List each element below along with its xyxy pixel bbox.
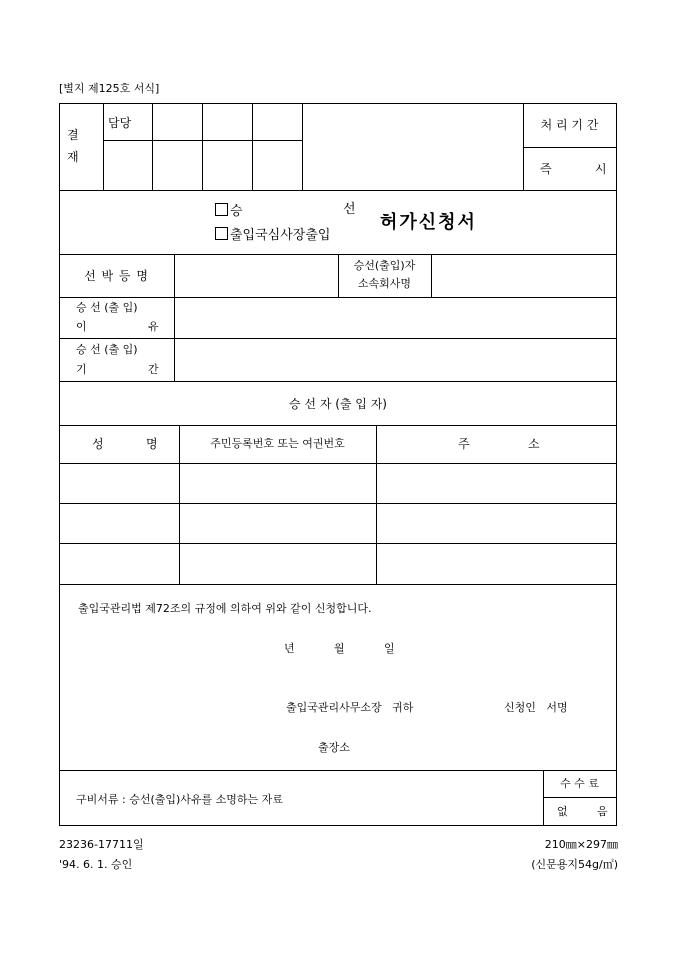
approval-label-1: 결 <box>67 128 79 142</box>
footer-size: 210㎜×297㎜ <box>544 838 618 851</box>
title-option-inspection: 출입국심사장출입 <box>215 227 330 243</box>
checkbox-inspection[interactable] <box>215 227 228 240</box>
title-option-boarding: 승 <box>215 203 243 219</box>
date-day: 일 <box>384 642 395 655</box>
col-name-a: 성 <box>92 437 104 451</box>
date-month: 월 <box>334 642 345 655</box>
branch-office: 출장소 <box>318 741 350 754</box>
col-id-number: 주민등록번호 또는 여권번호 <box>210 437 345 450</box>
fee-value-b: 음 <box>597 805 608 818</box>
company-label-1: 승선(출입)자 <box>353 259 416 272</box>
approval-label-2: 재 <box>67 150 79 164</box>
fee-label: 수 수 료 <box>560 777 599 790</box>
applicant-sign: 신청인 서명 <box>504 701 568 714</box>
checkbox-boarding[interactable] <box>215 203 228 216</box>
addressee: 출입국관리사무소장 귀하 <box>286 701 414 714</box>
col-address-a: 주 <box>458 437 470 451</box>
reason-label-2a: 이 <box>76 320 87 333</box>
page-title: 허가신청서 <box>380 212 477 233</box>
footer-paper: (신문용지54g/㎡) <box>531 858 618 871</box>
form-number-label: [별지 제125호 서식] <box>59 82 160 95</box>
date-year: 년 <box>284 642 295 655</box>
footer-approval: '94. 6. 1. 승인 <box>59 858 133 871</box>
required-documents: 구비서류 : 승선(출입)사유를 소명하는 자료 <box>76 793 283 806</box>
processing-value-1: 즉 <box>540 162 552 176</box>
period-label-2a: 기 <box>76 363 87 376</box>
boarders-section-title: 승 선 자 (출 입 자) <box>289 397 387 411</box>
fee-value-a: 없 <box>557 805 568 818</box>
reason-label-1: 승 선 (출 입) <box>76 301 138 314</box>
period-label-1: 승 선 (출 입) <box>76 343 138 356</box>
col-name-b: 명 <box>146 437 158 451</box>
reason-label-2b: 유 <box>148 320 159 333</box>
approval-staff-label: 담당 <box>108 116 132 130</box>
statement-text: 출입국관리법 제72조의 규정에 의하여 위와 같이 신청합니다. <box>78 602 372 615</box>
processing-period-label: 처 리 기 간 <box>540 118 599 132</box>
ship-name-label: 선 박 등 명 <box>84 269 149 283</box>
col-address-b: 소 <box>528 437 540 451</box>
period-label-2b: 간 <box>148 363 159 376</box>
company-label-2: 소속회사명 <box>357 277 412 290</box>
title-option-boarding-suffix: 선 <box>343 202 356 217</box>
footer-code: 23236-17711일 <box>59 838 144 851</box>
processing-value-2: 시 <box>595 162 607 176</box>
